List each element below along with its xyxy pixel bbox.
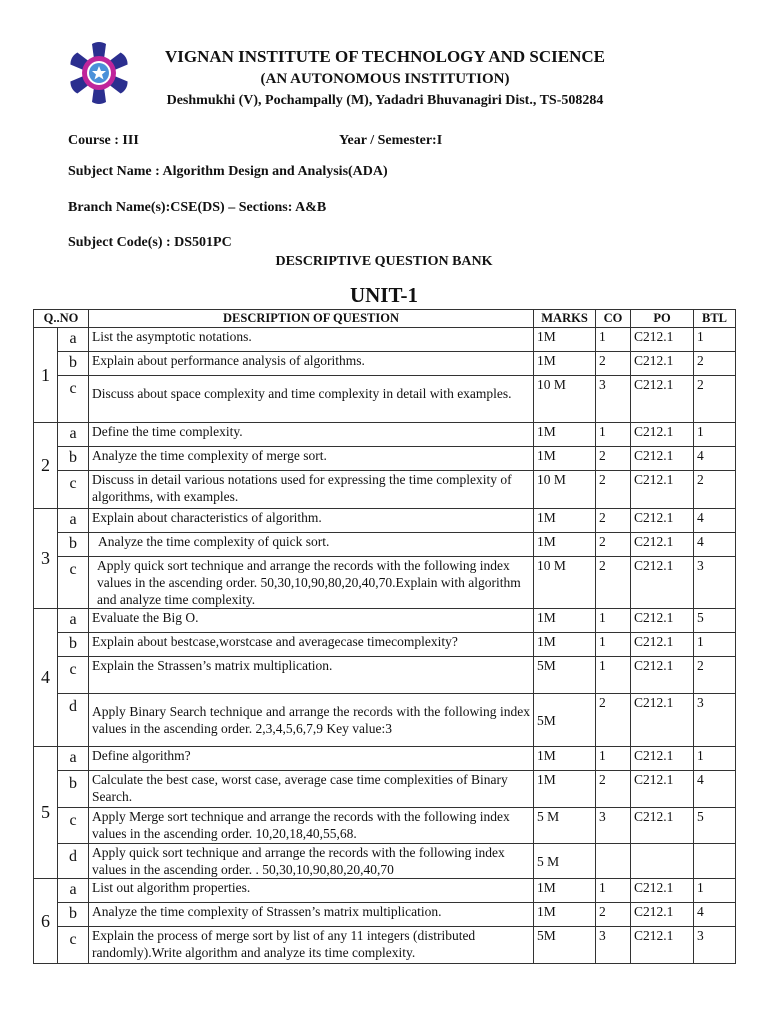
question-btl: 4 [694, 533, 736, 557]
table-row [34, 771, 736, 808]
institute-logo [68, 42, 130, 104]
question-marks: 1M [534, 352, 596, 376]
question-btl: 2 [694, 657, 736, 694]
question-number: 6 [34, 879, 58, 964]
question-number: 2 [34, 423, 58, 509]
question-po: C212.1 [631, 694, 694, 747]
question-number: 4 [34, 609, 58, 747]
question-co: 2 [596, 352, 631, 376]
question-btl: 1 [694, 879, 736, 903]
question-number: 1 [34, 328, 58, 423]
question-co: 1 [596, 423, 631, 447]
year-semester-label: Year / Semester:I [339, 133, 443, 148]
sub-question-letter: b [58, 771, 89, 808]
question-po: C212.1 [631, 903, 694, 927]
question-po: C212.1 [631, 808, 694, 844]
question-description: Apply Binary Search technique and arrange the records with the following index values in the ascending order. 2,3,4,5,6,7,9 Key value:3 [89, 694, 534, 747]
sub-question-letter: b [58, 633, 89, 657]
question-btl: 2 [694, 376, 736, 423]
sub-question-letter: a [58, 509, 89, 533]
question-description: Discuss in detail various notations used for expressing the time complexity of algorithms, with examples. [89, 471, 534, 509]
question-co: 2 [596, 533, 631, 557]
question-marks: 1M [534, 509, 596, 533]
question-description: Apply quick sort technique and arrange the records with the following index values in the ascending order. 50,30,10,90,80,20,40,70.Explain with algorithm and analyze time complexity. [89, 557, 534, 609]
question-po [631, 844, 694, 879]
question-btl: 4 [694, 509, 736, 533]
question-marks: 1M [534, 747, 596, 771]
question-btl: 1 [694, 633, 736, 657]
question-table [33, 309, 736, 964]
question-po: C212.1 [631, 328, 694, 352]
question-btl: 1 [694, 747, 736, 771]
question-co: 2 [596, 694, 631, 747]
sub-question-letter: a [58, 328, 89, 352]
question-description: Evaluate the Big O. [89, 609, 534, 633]
question-po: C212.1 [631, 509, 694, 533]
table-row [34, 808, 736, 844]
question-marks: 1M [534, 609, 596, 633]
question-description: Explain about bestcase,worstcase and averagecase timecomplexity? [89, 633, 534, 657]
question-po: C212.1 [631, 557, 694, 609]
question-po: C212.1 [631, 609, 694, 633]
question-btl: 5 [694, 609, 736, 633]
question-co: 2 [596, 471, 631, 509]
question-marks: 5M [534, 927, 596, 964]
table-row [34, 328, 736, 352]
table-row [34, 927, 736, 964]
sub-question-letter: b [58, 903, 89, 927]
question-description: Explain about characteristics of algorithm. [89, 509, 534, 533]
unit-title: UNIT-1 [349, 283, 419, 307]
table-row [34, 509, 736, 533]
question-description: List out algorithm properties. [89, 879, 534, 903]
question-co: 1 [596, 633, 631, 657]
question-description: Define algorithm? [89, 747, 534, 771]
table-row [34, 633, 736, 657]
question-po: C212.1 [631, 771, 694, 808]
question-co: 2 [596, 557, 631, 609]
sub-question-letter: c [58, 376, 89, 423]
question-btl: 4 [694, 771, 736, 808]
table-header-row [34, 310, 736, 328]
question-co: 2 [596, 509, 631, 533]
question-btl [694, 844, 736, 879]
course-label: Course : III [68, 133, 139, 148]
sub-question-letter: a [58, 747, 89, 771]
question-btl: 1 [694, 328, 736, 352]
question-description: Apply Merge sort technique and arrange the records with the following index values in the ascending order. 10,20,18,40,55,68. [89, 808, 534, 844]
question-marks: 1M [534, 903, 596, 927]
sub-question-letter: b [58, 533, 89, 557]
question-co: 2 [596, 771, 631, 808]
question-co: 1 [596, 879, 631, 903]
header-po: PO [631, 310, 694, 328]
table-row [34, 609, 736, 633]
question-co: 1 [596, 609, 631, 633]
sub-question-letter: c [58, 557, 89, 609]
question-co: 3 [596, 808, 631, 844]
question-marks: 1M [534, 633, 596, 657]
question-description: Explain the Strassen’s matrix multiplication. [89, 657, 534, 694]
table-row [34, 471, 736, 509]
table-row [34, 657, 736, 694]
question-description: List the asymptotic notations. [89, 328, 534, 352]
question-po: C212.1 [631, 352, 694, 376]
question-description: Define the time complexity. [89, 423, 534, 447]
question-btl: 2 [694, 471, 736, 509]
table-row [34, 352, 736, 376]
question-marks: 5 M [534, 808, 596, 844]
question-description: Explain about performance analysis of algorithms. [89, 352, 534, 376]
question-co [596, 844, 631, 879]
header-qno: Q..NO [34, 310, 89, 328]
institute-status: (AN AUTONOMOUS INSTITUTION) [260, 71, 510, 87]
table-row [34, 844, 736, 879]
question-co: 1 [596, 328, 631, 352]
question-marks: 5 M [534, 844, 596, 879]
sub-question-letter: c [58, 657, 89, 694]
question-marks: 1M [534, 328, 596, 352]
sub-question-letter: c [58, 808, 89, 844]
question-btl: 5 [694, 808, 736, 844]
question-btl: 4 [694, 903, 736, 927]
question-co: 1 [596, 657, 631, 694]
question-marks: 10 M [534, 557, 596, 609]
question-co: 2 [596, 903, 631, 927]
question-po: C212.1 [631, 879, 694, 903]
question-btl: 1 [694, 423, 736, 447]
question-table-body [34, 328, 736, 964]
question-marks: 10 M [534, 376, 596, 423]
header-co: CO [596, 310, 631, 328]
question-po: C212.1 [631, 927, 694, 964]
sub-question-letter: b [58, 352, 89, 376]
table-row [34, 376, 736, 423]
question-co: 3 [596, 927, 631, 964]
logo-petals [69, 42, 130, 104]
question-co: 2 [596, 447, 631, 471]
question-description: Apply quick sort technique and arrange the records with the following index values in the ascending order. . 50,30,10,90,80,20,40,70 [89, 844, 534, 879]
institute-name: VIGNAN INSTITUTE OF TECHNOLOGY AND SCIENCE [164, 47, 606, 66]
question-po: C212.1 [631, 657, 694, 694]
question-marks: 5M [534, 694, 596, 747]
question-po: C212.1 [631, 423, 694, 447]
table-row [34, 903, 736, 927]
question-description: Explain the process of merge sort by list of any 11 integers (distributed randomly).Write algorithm and analyze its time complexity. [89, 927, 534, 964]
question-btl: 3 [694, 694, 736, 747]
header-marks: MARKS [534, 310, 596, 328]
question-po: C212.1 [631, 747, 694, 771]
question-description: Analyze the time complexity of quick sort. [89, 533, 534, 557]
document-title: DESCRIPTIVE QUESTION BANK [275, 254, 493, 269]
question-po: C212.1 [631, 633, 694, 657]
subject-name-label: Subject Name : Algorithm Design and Analysis(ADA) [68, 164, 388, 179]
question-description: Discuss about space complexity and time complexity in detail with examples. [89, 376, 534, 423]
table-row [34, 447, 736, 471]
subject-code-label: Subject Code(s) : DS501PC [68, 235, 232, 250]
table-row [34, 747, 736, 771]
sub-question-letter: d [58, 844, 89, 879]
table-row [34, 879, 736, 903]
question-marks: 10 M [534, 471, 596, 509]
question-number: 3 [34, 509, 58, 609]
question-marks: 1M [534, 879, 596, 903]
branch-label: Branch Name(s):CSE(DS) – Sections: A&B [68, 200, 327, 215]
question-marks: 1M [534, 533, 596, 557]
question-marks: 1M [534, 423, 596, 447]
header-btl: BTL [694, 310, 736, 328]
sub-question-letter: c [58, 471, 89, 509]
question-number: 5 [34, 747, 58, 879]
sub-question-letter: a [58, 609, 89, 633]
question-description: Analyze the time complexity of merge sort. [89, 447, 534, 471]
sub-question-letter: c [58, 927, 89, 964]
sub-question-letter: a [58, 879, 89, 903]
table-row [34, 694, 736, 747]
question-marks: 1M [534, 447, 596, 471]
question-po: C212.1 [631, 447, 694, 471]
question-description: Calculate the best case, worst case, average case time complexities of Binary Search. [89, 771, 534, 808]
table-row [34, 533, 736, 557]
sub-question-letter: b [58, 447, 89, 471]
question-btl: 2 [694, 352, 736, 376]
question-btl: 3 [694, 927, 736, 964]
question-description: Analyze the time complexity of Strassen’s matrix multiplication. [89, 903, 534, 927]
sub-question-letter: a [58, 423, 89, 447]
question-btl: 4 [694, 447, 736, 471]
question-co: 1 [596, 747, 631, 771]
question-co: 3 [596, 376, 631, 423]
question-po: C212.1 [631, 533, 694, 557]
question-marks: 5M [534, 657, 596, 694]
institute-address: Deshmukhi (V), Pochampally (M), Yadadri Bhuvanagiri Dist., TS-508284 [166, 93, 604, 108]
table-row [34, 423, 736, 447]
question-po: C212.1 [631, 376, 694, 423]
header-description: DESCRIPTION OF QUESTION [89, 310, 534, 328]
question-po: C212.1 [631, 471, 694, 509]
sub-question-letter: d [58, 694, 89, 747]
question-marks: 1M [534, 771, 596, 808]
table-row [34, 557, 736, 609]
question-btl: 3 [694, 557, 736, 609]
